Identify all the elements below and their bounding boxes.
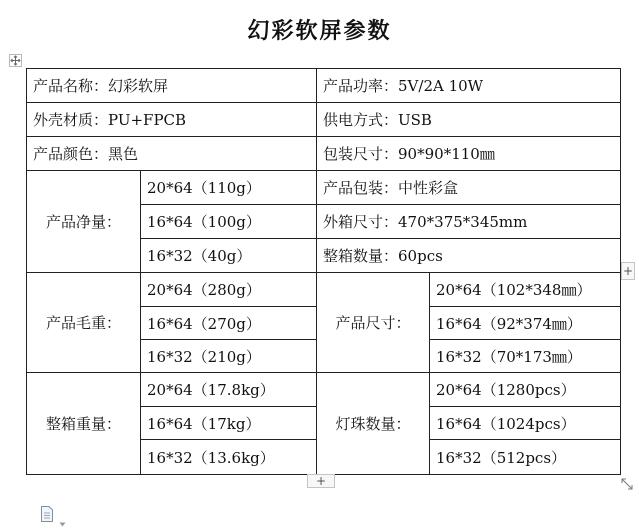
table-row	[27, 273, 621, 307]
net-weight-value[interactable]: 16*64（100g）	[141, 205, 317, 239]
product-size-value[interactable]: 20*64（102*348㎜）	[430, 273, 621, 307]
table-move-handle[interactable]	[9, 54, 22, 67]
product-size-label[interactable]: 产品尺寸：	[317, 273, 430, 373]
move-arrows-icon	[10, 55, 21, 66]
spec-cell[interactable]: 产品名称：幻彩软屏	[27, 69, 317, 103]
table-row	[27, 137, 621, 171]
box-weight-value[interactable]: 16*64（17kg）	[141, 407, 317, 440]
spec-cell[interactable]: 供电方式：USB	[317, 103, 621, 137]
net-weight-value[interactable]: 20*64（110g）	[141, 171, 317, 205]
add-row-button[interactable]: +	[307, 474, 335, 488]
resize-diagonal-icon	[620, 477, 634, 491]
gross-weight-value[interactable]: 16*64（270g）	[141, 307, 317, 340]
box-weight-value[interactable]: 20*64（17.8kg）	[141, 373, 317, 407]
box-weight-value[interactable]: 16*32（13.6kg）	[141, 440, 317, 475]
table-row	[27, 171, 621, 205]
document-title: 幻彩软屏参数	[247, 18, 392, 44]
led-count-value[interactable]: 16*32（512pcs）	[430, 440, 621, 475]
product-size-value[interactable]: 16*32（70*173㎜）	[430, 340, 621, 373]
product-size-value[interactable]: 16*64（92*374㎜）	[430, 307, 621, 340]
spec-cell[interactable]: 产品功率：5V/2A 10W	[317, 69, 621, 103]
table-resize-handle[interactable]	[620, 476, 634, 490]
net-weight-label[interactable]: 产品净量：	[27, 171, 141, 273]
document-icon	[40, 506, 54, 522]
spec-table	[26, 68, 621, 475]
table-row	[27, 373, 621, 407]
paste-options-caret[interactable]	[59, 512, 66, 531]
spec-cell[interactable]: 外壳材质：PU+FPCB	[27, 103, 317, 137]
add-column-button[interactable]: +	[622, 264, 634, 278]
gross-weight-value[interactable]: 20*64（280g）	[141, 273, 317, 307]
led-count-value[interactable]: 16*64（1024pcs）	[430, 407, 621, 440]
led-count-label[interactable]: 灯珠数量：	[317, 373, 430, 475]
gross-weight-label[interactable]: 产品毛重：	[27, 273, 141, 373]
packaging-cell[interactable]: 产品包装：中性彩盒	[317, 171, 621, 205]
table-row	[27, 103, 621, 137]
spec-cell[interactable]: 包装尺寸：90*90*110㎜	[317, 137, 621, 171]
carton-size-cell[interactable]: 外箱尺寸：470*375*345mm	[317, 205, 621, 239]
gross-weight-value[interactable]: 16*32（210g）	[141, 340, 317, 373]
box-weight-label[interactable]: 整箱重量：	[27, 373, 141, 475]
table-row	[27, 69, 621, 103]
paste-options-button[interactable]	[40, 506, 54, 526]
spec-cell[interactable]: 产品颜色：黑色	[27, 137, 317, 171]
led-count-value[interactable]: 20*64（1280pcs）	[430, 373, 621, 407]
carton-quantity-cell[interactable]: 整箱数量：60pcs	[317, 239, 621, 273]
net-weight-value[interactable]: 16*32（40g）	[141, 239, 317, 273]
